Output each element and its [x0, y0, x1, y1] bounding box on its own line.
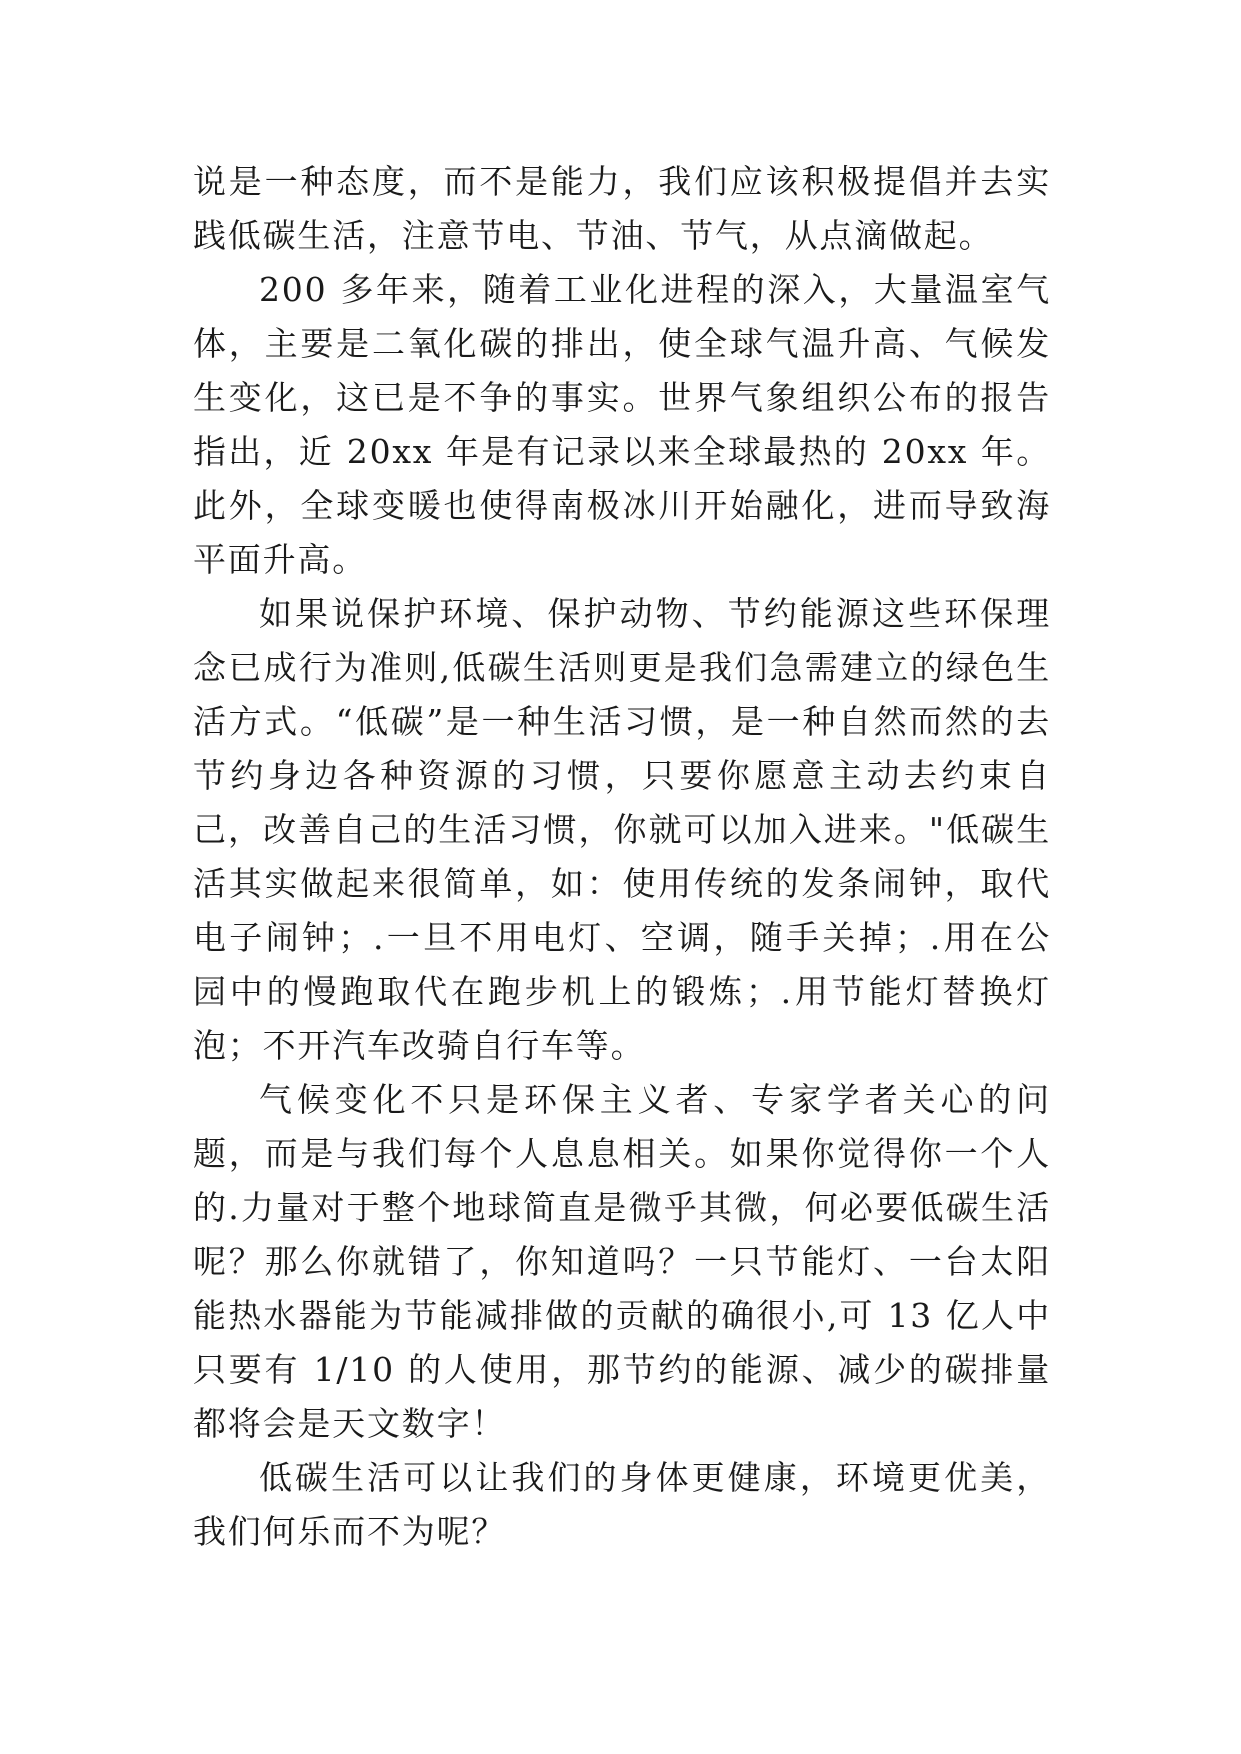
paragraph-4: 气候变化不只是环保主义者、专家学者关心的问题，而是与我们每个人息息相关。如果你觉得你一个人的.力量对于整个地球简直是微乎其微，何必要低碳生活呢？那么你就错了，你知道吗？一只节能灯、一台太阳能热水器能为节能减排做的贡献的确很小,可 13 亿人中只要有 1/10 的人使用，那节约的能源、减少的碳排量都将会是天文数字！	[193, 1080, 1051, 1443]
paragraph-3: 如果说保护环境、保护动物、节约能源这些环保理念已成行为准则,低碳生活则更是我们急需建立的绿色生活方式。“低碳”是一种生活习惯，是一种自然而然的去节约身边各种资源的习惯，只要你愿意主动去约束自己，改善自己的生活习惯，你就可以加入进来。"低碳生活其实做起来很简单，如：使用传统的发条闹钟，取代电子闹钟；.一旦不用电灯、空调，随手关掉；.用在公园中的慢跑取代在跑步机上的锻炼；.用节能灯替换灯泡；不开汽车改骑自行车等。	[193, 594, 1051, 1065]
paragraph-1: 说是一种态度，而不是能力，我们应该积极提倡并去实践低碳生活，注意节电、节油、节气，从点滴做起。	[193, 162, 1051, 255]
paragraph-2: 200 多年来，随着工业化进程的深入，大量温室气体，主要是二氧化碳的排出，使全球气温升高、气候发生变化，这已是不争的事实。世界气象组织公布的报告指出，近 20xx 年是有记录以来全球最热的 20xx 年。此外，全球变暖也使得南极冰川开始融化，进而导致海平面升高。	[193, 270, 1051, 579]
document-body	[193, 155, 1051, 1559]
paragraph-5: 低碳生活可以让我们的身体更健康，环境更优美，我们何乐而不为呢？	[193, 1458, 1051, 1551]
